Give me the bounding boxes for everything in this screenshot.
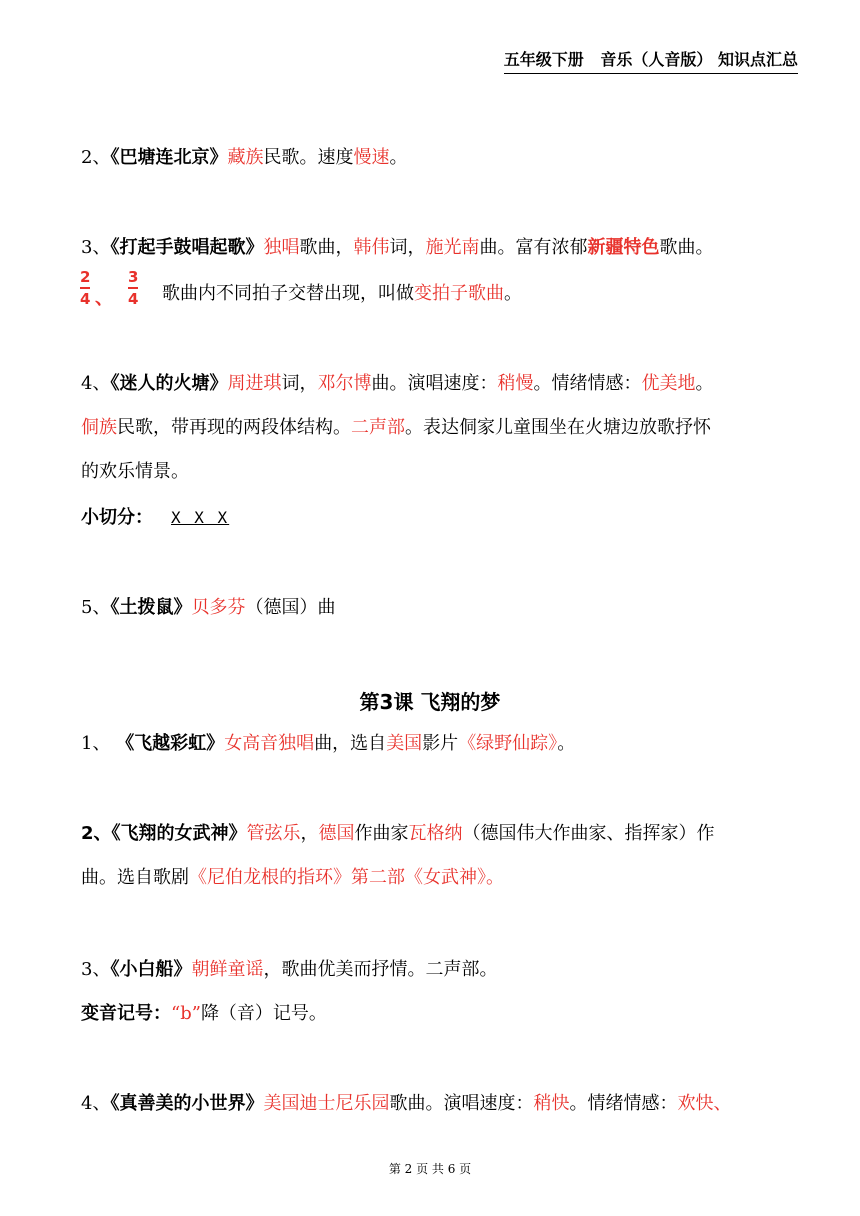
item-3: 3、《打起手鼓唱起歌》独唱歌曲，韩伟词，施光南曲。富有浓郁新疆特色歌曲。 xyxy=(81,237,714,258)
rhythm-line: 小切分： X X X xyxy=(81,507,230,528)
page-footer: 第 2 页 共 6 页 xyxy=(388,1162,472,1176)
item-4: 4、《迷人的火塘》周进琪词，邓尔博曲。演唱速度：稍慢。情绪情感：优美地。 xyxy=(81,373,714,394)
time-signature-2-4: 2 4 xyxy=(80,268,91,308)
item-5: 5、《土拨鼠》贝多芬（德国）曲 xyxy=(81,597,336,618)
rhythm-notation: X X X xyxy=(171,508,230,527)
meter-separator: 、 xyxy=(95,288,113,309)
lesson3-item-2-line-2: 曲。选自歌剧《尼伯龙根的指环》第二部《女武神》。 xyxy=(81,867,504,888)
item-4-line-2: 侗族民歌，带再现的两段体结构。二声部。表达侗家儿童围坐在火塘边放歌抒怀 xyxy=(81,417,711,438)
lesson3-item-2: 2、《飞翔的女武神》管弦乐，德国作曲家瓦格纳（德国伟大作曲家、指挥家）作 xyxy=(81,823,715,844)
time-signature-3-4: 3 4 xyxy=(128,268,139,308)
lesson3-item-1: 1、 《飞越彩虹》女高音独唱曲，选自美国影片《绿野仙踪》。 xyxy=(81,733,576,754)
item-2: 2、《巴塘连北京》藏族民歌。速度慢速。 xyxy=(81,147,408,168)
page-header: 五年级下册 音乐（人音版） 知识点汇总 xyxy=(504,47,798,74)
accidental-line: 变音记号：“b”降（音）记号。 xyxy=(81,1003,327,1024)
meter-definition: 歌曲内不同拍子交替出现，叫做变拍子歌曲。 xyxy=(162,283,522,304)
lesson3-item-3: 3、《小白船》朝鲜童谣，歌曲优美而抒情。二声部。 xyxy=(81,959,498,980)
lesson-title: 第3课 飞翔的梦 xyxy=(359,690,501,714)
lesson3-item-4: 4、《真善美的小世界》美国迪士尼乐园歌曲。演唱速度：稍快。情绪情感：欢快、 xyxy=(81,1093,732,1114)
item-4-line-3: 的欢乐情景。 xyxy=(81,461,189,482)
